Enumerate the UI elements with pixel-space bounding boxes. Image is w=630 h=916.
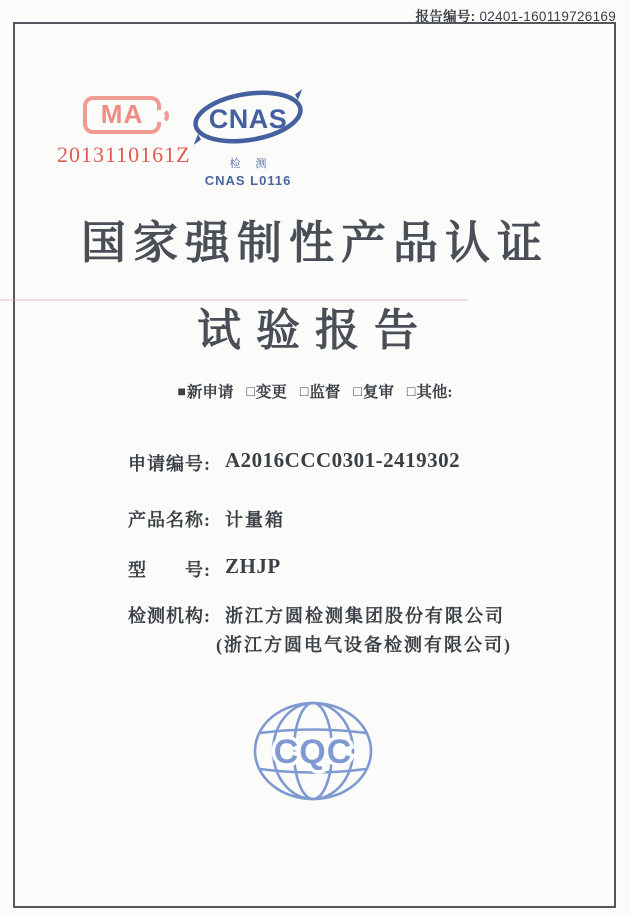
field-value: 计量箱 [225, 510, 285, 530]
field-value: 浙江方圆检测集团股份有限公司 [225, 606, 505, 626]
checkbox-supervision: □监督 [299, 384, 341, 401]
checkbox-other: □其他: [406, 384, 453, 401]
cma-logo [57, 96, 191, 168]
checkbox-review: □复审 [353, 384, 394, 401]
document-title-line2: 试验报告 [197, 306, 433, 355]
checkbox-empty-icon: □ [353, 385, 362, 400]
cma-mark-icon [83, 96, 161, 134]
cqc-mark-letters: CQC [273, 733, 353, 771]
report-number-value: 02401-160119726169 [479, 9, 616, 24]
checkbox-empty-icon: □ [299, 385, 309, 400]
application-type-row [0, 380, 630, 402]
field-label: 检测机构: [128, 606, 211, 626]
checkbox-change: □变更 [246, 384, 287, 401]
cma-cert-number: 2013110161Z [57, 142, 191, 167]
cnas-mark-letters: CNAS [208, 104, 288, 134]
checkbox-empty-icon: □ [406, 385, 416, 400]
field-label: 产品名称: [128, 510, 211, 530]
cnas-swoosh-icon [190, 86, 306, 148]
report-number-label: 报告编号: [415, 9, 476, 24]
cqc-globe-icon [251, 700, 375, 802]
cnas-accreditation-number: CNAS L0116 [204, 173, 292, 188]
field-value: ZHJP [225, 554, 281, 578]
cqc-logo [251, 700, 375, 802]
field-value-line2: (浙江方圆电气设备检测有限公司) [216, 635, 512, 655]
cnas-caption: 检 测 [229, 158, 273, 170]
cnas-logo [190, 86, 306, 188]
document-title-line1: 国家强制性产品认证 [80, 218, 549, 268]
checkbox-empty-icon: □ [246, 385, 255, 400]
field-value: A2016CCC0301-2419302 [225, 448, 461, 472]
checkbox-new-application: ■新申请 [177, 384, 234, 401]
field-label: 申请编号: [128, 454, 211, 474]
cma-mark-letters: MA [100, 99, 144, 129]
field-label: 型 号: [128, 560, 211, 580]
checkbox-filled-icon: ■ [177, 385, 186, 400]
